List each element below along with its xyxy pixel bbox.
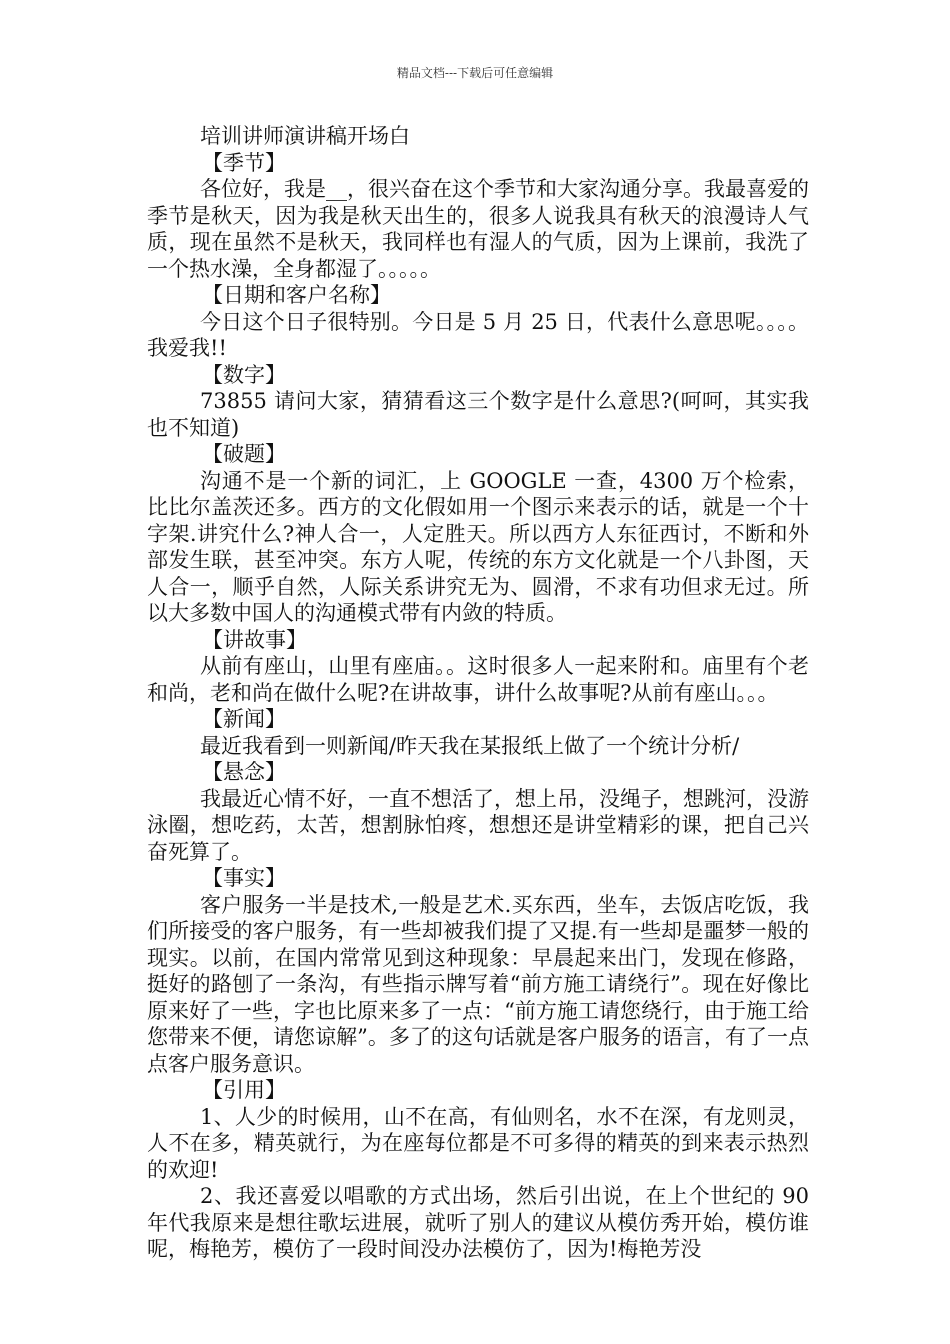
- section-heading-news: 【新闻】: [202, 707, 286, 731]
- paragraph-news: 最近我看到一则新闻/昨天我在某报纸上做了一个统计分析/: [200, 733, 740, 758]
- section-heading-story: 【讲故事】: [202, 627, 307, 652]
- page-header: 精品文档---下载后可任意编辑: [396, 66, 554, 80]
- document-body: [147, 123, 809, 1263]
- section-heading-topic: 【破题】: [202, 442, 286, 466]
- paragraph-facts: 客户服务一半是技术,一般是艺术.买东西，坐车，去饭店吃饭，我们所接受的客户服务，有一些却被我们提了又提.有一些却是噩梦一般的现实。以前，在国内常常见到这种现象：早晨起来出门，发现在修路，挺好的路刨了一条沟，有些指示牌写着“前方施工请绕行”。现在好像比原来好了一些，字也比原来多了一点：“前方施工请您绕行，由于施工给您带来不便，请您谅解”。多了的这句话就是客户服务的语言，有了一点点客户服务意识。: [147, 892, 809, 1076]
- section-heading-facts: 【事实】: [202, 866, 286, 890]
- paragraph-story: 从前有座山，山里有座庙。。这时很多人一起来附和。庙里有个老和尚，老和尚在做什么呢?在讲故事，讲什么故事呢?从前有座山。。。: [147, 654, 809, 705]
- paragraph-numbers: 73855 请问大家，猜猜看这三个数字是什么意思?(呵呵，其实我也不知道): [147, 389, 809, 440]
- paragraph-suspense: 我最近心情不好，一直不想活了，想上吊，没绳子，想跳河，没游泳圈，想吃药，太苦，想割脉怕疼，想想还是讲堂精彩的课，把自己兴奋死算了。: [147, 786, 809, 864]
- paragraph-season: 各位好，我是__，很兴奋在这个季节和大家沟通分享。我最喜爱的季节是秋天，因为我是秋天出生的，很多人说我具有秋天的浪漫诗人气质，现在虽然不是秋天，我同样也有湿人的气质，因为上课前，我洗了一个热水澡，全身都湿了。。。。。: [147, 177, 809, 281]
- section-heading-season: 【季节】: [202, 150, 286, 175]
- section-heading-quote: 【引用】: [202, 1078, 286, 1102]
- section-heading-date-client: 【日期和客户名称】: [202, 283, 391, 307]
- paragraph-quote-1: 1、人少的时候用，山不在高，有仙则名，水不在深，有龙则灵，人不在多，精英就行，为在座每位都是不可多得的精英的到来表示热烈的欢迎!: [147, 1104, 809, 1182]
- paragraph-topic: 沟通不是一个新的词汇，上 GOOGLE 一查，4300 万个检索，比比尔盖茨还多。西方的文化假如用一个图示来表示的话，就是一个十字架.讲究什么?神人合一，人定胜天。所以西方人东征西讨，不断和外部发生联，甚至冲突。东方人呢，传统的东方文化就是一个八卦图，天人合一，顺乎自然，人际关系讲究无为、圆滑，不求有功但求无过。所以大多数中国人的沟通模式带有内敛的特质。: [147, 468, 809, 625]
- section-heading-numbers: 【数字】: [202, 362, 286, 387]
- paragraph-quote-2: 2、我还喜爱以唱歌的方式出场，然后引出说，在上个世纪的 90 年代我原来是想往歌坛进展，就听了别人的建议从模仿秀开始，模仿谁呢，梅艳芳，模仿了一段时间没办法模仿了，因为!梅艳芳没: [147, 1184, 809, 1261]
- section-heading-suspense: 【悬念】: [202, 760, 286, 784]
- paragraph-date-client: 今日这个日子很特别。今日是 5 月 25 日，代表什么意思呢。。。。我爱我!!: [147, 309, 809, 360]
- document-title: 培训讲师演讲稿开场白: [200, 124, 410, 148]
